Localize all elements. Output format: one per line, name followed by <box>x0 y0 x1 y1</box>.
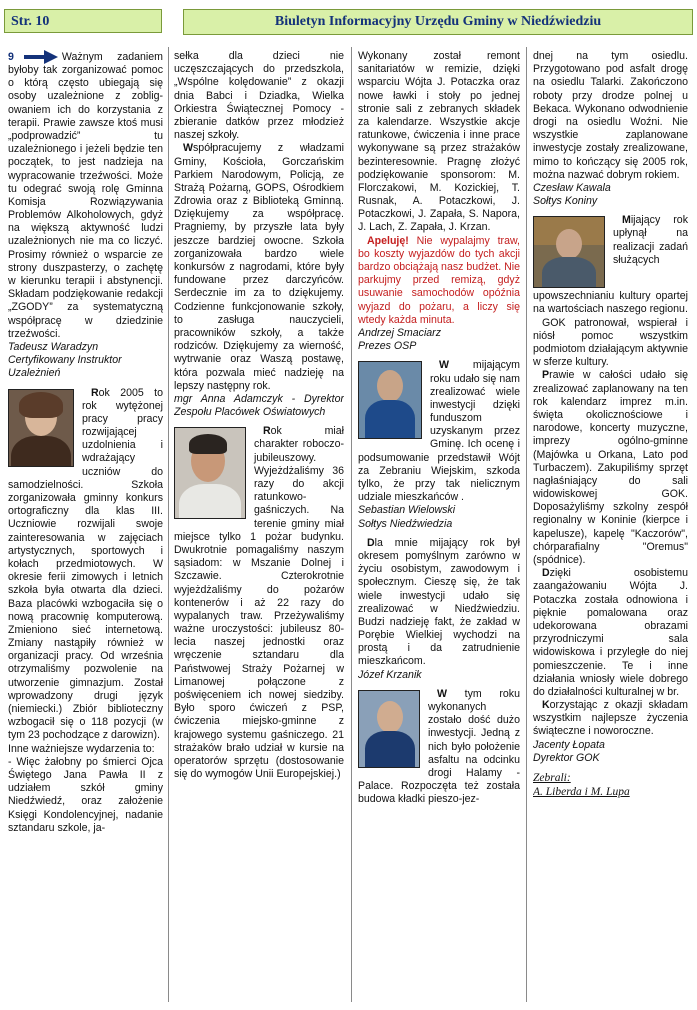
article-paragraph: sełka dla dzieci nie uczęszczających do przedszkola, „Wspólne kolędowanie” z okazji dnia Babci i Dziadka, Wielka Orkiestra Świątecznej Pomocy - zbieranie datków przez młodzież naszej szkoły. <box>174 50 344 142</box>
column-1 <box>8 50 163 1004</box>
article-paragraph: - Więc żałobny po śmierci Ojca Świętego Jana Pawła II z udziałem szkół gminy Niedźwiedź, oraz założenie Księgi Kondolencyjnej, nadanie sztandaru szkole, ja- <box>8 755 163 834</box>
article-paragraph <box>174 142 344 393</box>
portrait-photo <box>533 216 605 288</box>
signature-title: Certyfikowany Instruktor <box>8 354 122 367</box>
paragraph-text: spółpracujemy z władzami Gminy, Kościoła, Gorczańskim Parkiem Narodowym, Policją, ze Strażą Pożarną, GOPS, Ośrodkiem Zdrowia oraz z Biblioteką Gminną. Dziękujemy za współpracę. Pragniemy, by przyszłe lata były jeszcze bardziej owocne. Szkoła zorganizowała bardzo wiele konkursów z nagrodami, które były fundowane przez darczyńców. Serdecznie im za to dziękujemy. Codzienne funkcjonowanie szkoły, to zasługa nauczycieli, pracowników szkoły, a także rodziców. Dziękujemy za wierność, wytrwanie oraz Waszą postawę, która pozwala mieć nadzieję na lepszy następny rok. <box>174 142 344 392</box>
paragraph-text: mijającym roku udało się nam zrealizować wiele inwestycji dzięki funduszom uzyskanym przez Gminę. Ich ocenę i podsumowanie przedstawił Wójt za Zebraniu Wiejskim, szkoda tylko, że przy tak nielicznym udziale mieszkańców . <box>358 359 520 504</box>
article-paragraph <box>8 50 163 341</box>
paragraph-text: ok 2005 to rok wytężonej pracy pracy rozwijającej uzdolnienia i wdrażający uczniów do samodzielności. Szkoła zorganizowała gminny konkurs ortograficzny dla klas III. Uczniowie rozwijali swoje zainteresowania w zajęciach artystycznych, sportowych i kołach przedmiotowych. W okresie ferii zimowych i letnich szkoła była otwarta dla dzieci. Baza placówki wzbogaciła się o nową pracownię komputerową. Zmieniono sieć internetową. Zmiany nastąpiły również w organizacji pracy. Od września otrzymaliśmy pozwolenie na utworzenie gimnazjum. Został wprowadzony drugi język (niemiecki.) Zbiór biblioteczny wzbogacił się o 118 pozycji (w tym 23 pochodzące z darowizn). <box>8 386 163 742</box>
article-paragraph: GOK patronował, wspierał i niósł pomoc wszystkim podmiotom działającym aktywnie w sferze kultury. <box>533 316 688 369</box>
paragraph-text: ijający rok upłynął na realizacji zadań służących upowszechnianiu kultury opartej na wartościach naszego regionu. <box>533 214 688 316</box>
paragraph-text: zięki osobistemu zaangażowaniu Wójta J. Potaczka została odnowiona i pięknie pomalowana oraz udekorowana obrazami przyrodniczymi sala widowiskowa i przyległe do niej pomieszczenie. Te i inne działania wniosły wiele dobrego do działalności kulturalnej w br. <box>533 567 688 698</box>
signature-title: Dyrektor GOK <box>533 751 600 764</box>
column-divider <box>526 47 527 1002</box>
article-paragraph: Wykonany został remont sanitariatów w remizie, dzięki wsparciu Wójta J. Potaczka oraz nowe ławki i stoły po jednej stronie sali z zebranych składek za kalendarze. Wszystkie akcje ratunkowe, ćwiczenia i inne prace wykonywane są przez strażaków bezinteresownie. Pragnę złożyć podziękowanie sponsorom: M. Florczakowi, M. Kozickiej, T. Rusnak, A. Potaczkowi, J. Potaczkowi, J. Zapała, S. Napora, J. Lach, Z. Zapała, J. Krzan. <box>358 50 520 234</box>
editors-names <box>533 785 688 799</box>
drop-letter: R <box>263 425 271 438</box>
portrait-photo <box>358 690 420 768</box>
drop-letter: D <box>367 536 375 549</box>
signature-title: Prezes OSP <box>358 340 417 353</box>
editors-label <box>533 771 688 785</box>
paragraph-text: Ważnym zadaniem byłoby tak zorganizować pomoc o którą często ubiegają się osoby uzależnione z zobligowaniem ich do korzystania z terapii. Prawie zawsze ktoś musi „podprowadzić” tu uzależnionego i jeżeli będzie ten początek, to jest nadzieja na wypracowanie trzeźwości. Może tu odegrać swoją rolę Gminna Komisja Rozwiązywania Problemów Alkoholowych, gdyż na większą aktywność ludzi uzależnionych nie ma co liczyć. Prosimy również o wsparcie ze strony duszpasterzy, o zachętę w kierunku terapii i abstynencji. Składam podziękowanie redakcji „ZGODY” za systematyczną współpracę w dziedzinie trzeźwości. <box>8 50 163 340</box>
column-3 <box>358 50 520 1004</box>
portrait-photo <box>8 389 74 467</box>
portrait-photo <box>358 361 422 439</box>
paragraph-text: la mnie mijający rok był okresem pomyślnym zarówno w życiu osobistym, zawodowym i społecznym. Cieszę się, że tak wiele inwestycji udało się zrealizować w Niedźwiedziu. Budzi nadzieję fakt, że zakład w Porębie Wielkiej wychodzi na prostą i da zatrudnienie mieszkańcom. <box>358 536 520 668</box>
continuation-number: 9 <box>8 50 14 63</box>
column-2 <box>174 50 344 1004</box>
drop-letter: W <box>437 687 447 700</box>
column-divider <box>168 47 169 1002</box>
paragraph-text: orzystając z okazji składam wszystkim najlepsze życzenia świąteczne i noworoczne. <box>533 699 688 738</box>
drop-letter: R <box>91 386 99 399</box>
drop-letter: D <box>542 567 550 580</box>
article-paragraph <box>533 369 688 567</box>
drop-letter: M <box>622 214 631 227</box>
paragraph-text: Nie wypalajmy traw, bo koszty wyjazdów do tych akcji bardzo obciążają nasz budżet. Nie parkujmy przed remizą, gdyż usuwanie samochodów opóźnia wyjazd do pożaru, a liczy się wtedy każda minuta. <box>358 234 520 326</box>
article-paragraph <box>533 699 688 739</box>
signature-title: Uzależnień <box>8 367 61 380</box>
bulletin-title-header: Biuletyn Informacyjny Urzędu Gminy w Niedźwiedziu <box>183 9 693 35</box>
article-paragraph <box>358 537 520 669</box>
signature-name: Jacenty Łopata <box>533 738 605 751</box>
signature-title: Sołtys Niedźwiedzia <box>358 517 453 530</box>
article-paragraph <box>533 567 688 699</box>
signature-name: Tadeusz Waradzyn <box>8 340 99 353</box>
signature-name: Józef Krzanik <box>358 668 422 681</box>
drop-letter: W <box>439 359 449 372</box>
drop-letter: W <box>183 142 193 155</box>
column-divider <box>351 47 352 1002</box>
editors-names-text: A. Liberda i M. Lupa <box>533 786 630 799</box>
arrow-right-icon <box>24 50 58 64</box>
portrait-photo <box>174 427 246 519</box>
appeal-label: Apeluję! <box>367 234 409 247</box>
article-paragraph: Inne ważniejsze wydarzenia to: <box>8 742 155 755</box>
article-paragraph: dnej na tym osiedlu. Przygotowano pod asfalt drogę na osiedlu Talarki. Zakończono roboty przy drodze polnej u Bekaca. Wykonano odwodnienie drogi na osiedlu Woźni. Nie wszystkie zaplanowane inwestycje zostały zrealizowane, mimo to kończący się 2005 rok, można nazwać dobrym rokiem. <box>533 50 688 181</box>
signature-name: Andrzej Smaciarz <box>358 326 442 339</box>
signature-name: mgr Anna Adamczyk - Dyrektor Zespołu Placówek Oświatowych <box>174 392 344 419</box>
page-number-header: Str. 10 <box>4 9 162 33</box>
column-4 <box>533 50 688 1004</box>
signature-title: Sołtys Koniny <box>533 195 598 208</box>
drop-letter: K <box>542 699 550 712</box>
paragraph-text: tym roku wykonanych zostało dość dużo inwestycji. Jedną z nich było położenie asfaltu na odcinku drogi Halamy - Palace. Rozpoczęta też została budowa kładki pieszo-jez- <box>358 687 520 806</box>
signature-name: Sebastian Wielowski <box>358 504 456 517</box>
signature-name: Czesław Kawala <box>533 181 611 194</box>
editors-label-text: Zebrali: <box>533 772 571 784</box>
paragraph-text: ok miał charakter roboczo-jubileuszowy. Wyjeżdżaliśmy 36 razy do akcji ratunkowo-gaśniczych. Na terenie gminy miał miejsce tylko 1 pożar budynku. Dwukrotnie pomagaliśmy naszym sąsiadom: w Mszanie Dolnej i Szczawie. Czterokrotnie wyjeżdżaliśmy do pożarów kontenerów i aż 22 razy do wypalanych traw. Przeżywaliśmy ważne uroczystości: jubileusz 80-lecia naszej jednostki oraz wręczenie sztandaru dla Państwowej Straży Pożarnej w Limanowej połączone z poświęceniem ich nowej siedziby. Było sporo ćwiczeń z PSP, ćwiczenia miejsko-gminne z krajowego systemu gaśniczego. 21 strażaków brało udział w kursie na operatorów sprzętu (dostosowanie się do wymogów Unii Europejskiej.) <box>174 425 344 781</box>
paragraph-text: rawie w całości udało się zrealizować zaplanowany na ten rok kalendarz imprez m.in. święta okolicznościowe i narodowe, koncerty muzyczne, imprezy ogólno-gminne (Majówka u Orkana, Lato pod Turbaczem). Zakupiliśmy sprzęt nagłaśniający do sali widowiskowej GOK. Doposażyliśmy szkolny zespół regionalny w Koninie (kierpce i kapelusze), kapelę "Kaczorów", chórparafialny "Oremus" (spódnice). <box>533 369 688 566</box>
drop-letter: P <box>542 369 550 382</box>
appeal-paragraph <box>358 235 520 327</box>
